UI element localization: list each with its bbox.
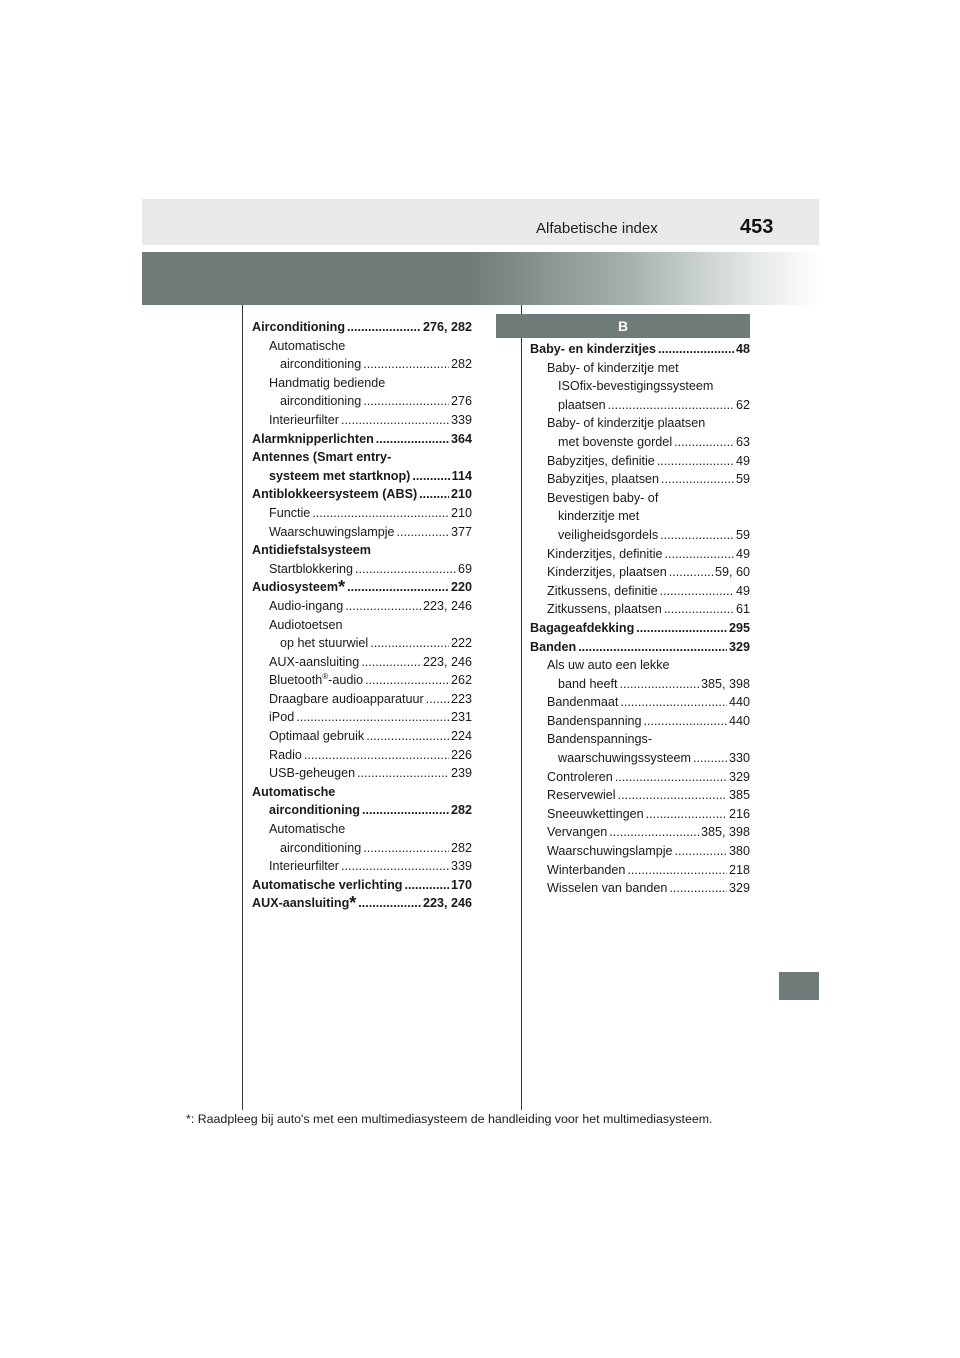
index-entry: systeem met startknop) ..... 114 [252, 467, 472, 486]
index-column-1 [252, 318, 472, 913]
index-column-2 [530, 340, 750, 898]
footnote-asterisk: * [338, 577, 346, 598]
index-subentry: kinderzitje met [558, 509, 640, 524]
index-subentry: veiligheidsgordels ..... 59 [530, 526, 750, 545]
index-subentry: Audiotoetsen [269, 617, 343, 632]
index-entry: Audiosysteem* ..... 220 [252, 578, 472, 597]
index-subentry: plaatsen ..... 62 [530, 396, 750, 415]
column-divider-left [242, 305, 243, 1110]
index-subentry: Waarschuwingslampje ..... 377 [252, 523, 472, 542]
index-subentry: Wisselen van banden ..... 329 [530, 879, 750, 898]
index-entry: Automatische [252, 784, 336, 799]
footnote-asterisk: * [349, 893, 357, 914]
index-subentry: waarschuwingssysteem ..... 330 [530, 749, 750, 768]
index-subentry: op het stuurwiel ..... 222 [252, 634, 472, 653]
index-subentry: Kinderzitjes, definitie ..... 49 [530, 545, 750, 564]
index-entry: Alarmknipperlichten ..... 364 [252, 430, 472, 449]
index-subentry: Audio-ingang ..... 223, 246 [252, 597, 472, 616]
index-subentry: Zitkussens, plaatsen ..... 61 [530, 600, 750, 619]
section-header-b: B [496, 314, 750, 338]
header-title: Alfabetische index [536, 220, 658, 237]
index-entry: Antidiefstalsysteem [252, 543, 371, 558]
index-subentry: Radio ..... 226 [252, 746, 472, 765]
index-subentry: met bovenste gordel ..... 63 [530, 433, 750, 452]
index-subentry: Baby- of kinderzitje met [547, 360, 679, 375]
index-subentry: Winterbanden ..... 218 [530, 861, 750, 880]
index-subentry: Baby- of kinderzitje plaatsen [547, 416, 706, 431]
index-subentry: Bandenspanning ..... 440 [530, 712, 750, 731]
index-subentry: Functie ..... 210 [252, 504, 472, 523]
index-entry: Bagageafdekking ..... 295 [530, 619, 750, 638]
index-subentry: Interieurfilter ..... 339 [252, 411, 472, 430]
index-subentry: Automatische [269, 822, 346, 837]
index-subentry: USB-geheugen ..... 239 [252, 764, 472, 783]
chapter-tab [779, 972, 819, 1000]
index-subentry: Bluetooth®-audio ..... 262 [252, 671, 472, 690]
index-subentry: Als uw auto een lekke [547, 658, 670, 673]
index-entry: Airconditioning ..... 276, 282 [252, 318, 472, 337]
index-entry: Antennes (Smart entry- [252, 450, 392, 465]
index-entry: airconditioning ..... 282 [252, 801, 472, 820]
index-entry: Antiblokkeersysteem (ABS) ..... 210 [252, 485, 472, 504]
page-number: 453 [740, 216, 774, 238]
index-entry: Baby- en kinderzitjes ..... 48 [530, 340, 750, 359]
column-divider-middle [521, 305, 522, 1110]
index-subentry: Babyzitjes, definitie ..... 49 [530, 452, 750, 471]
index-subentry: Vervangen ..... 385, 398 [530, 823, 750, 842]
header-band [142, 252, 819, 305]
index-subentry: Startblokkering ..... 69 [252, 560, 472, 579]
index-subentry: Zitkussens, definitie ..... 49 [530, 582, 750, 601]
index-entry: Banden ..... 329 [530, 638, 750, 657]
index-subentry: AUX-aansluiting ..... 223, 246 [252, 653, 472, 672]
index-entry: AUX-aansluiting* ..... 223, 246 [252, 894, 472, 913]
index-subentry: Optimaal gebruik ..... 224 [252, 727, 472, 746]
registered-mark: ® [322, 672, 329, 682]
index-subentry: Draagbare audioapparatuur ..... 223 [252, 690, 472, 709]
index-subentry: band heeft ..... 385, 398 [530, 675, 750, 694]
header-bar [142, 199, 819, 245]
index-subentry: Handmatig bediende [269, 375, 386, 390]
index-subentry: airconditioning ..... 276 [252, 392, 472, 411]
footnote: *: Raadpleeg bij auto's met een multimediasysteem de handleiding voor het multimediasysteem. [186, 1112, 713, 1126]
index-subentry: Waarschuwingslampje ..... 380 [530, 842, 750, 861]
index-subentry: airconditioning ..... 282 [252, 839, 472, 858]
index-entry: Automatische verlichting ..... 170 [252, 876, 472, 895]
index-subentry: Automatische [269, 338, 346, 353]
index-subentry: iPod ..... 231 [252, 708, 472, 727]
index-subentry: Interieurfilter ..... 339 [252, 857, 472, 876]
index-subentry: Bandenmaat ..... 440 [530, 693, 750, 712]
index-subentry: Bandenspannings- [547, 732, 653, 747]
index-subentry: Babyzitjes, plaatsen ..... 59 [530, 470, 750, 489]
index-subentry: Kinderzitjes, plaatsen ..... 59, 60 [530, 563, 750, 582]
index-subentry: Controleren ..... 329 [530, 768, 750, 787]
index-subentry: Bevestigen baby- of [547, 490, 659, 505]
index-subentry: ISOfix-bevestigingssysteem [558, 379, 714, 394]
index-subentry: airconditioning ..... 282 [252, 355, 472, 374]
index-subentry: Reservewiel ..... 385 [530, 786, 750, 805]
index-subentry: Sneeuwkettingen ..... 216 [530, 805, 750, 824]
